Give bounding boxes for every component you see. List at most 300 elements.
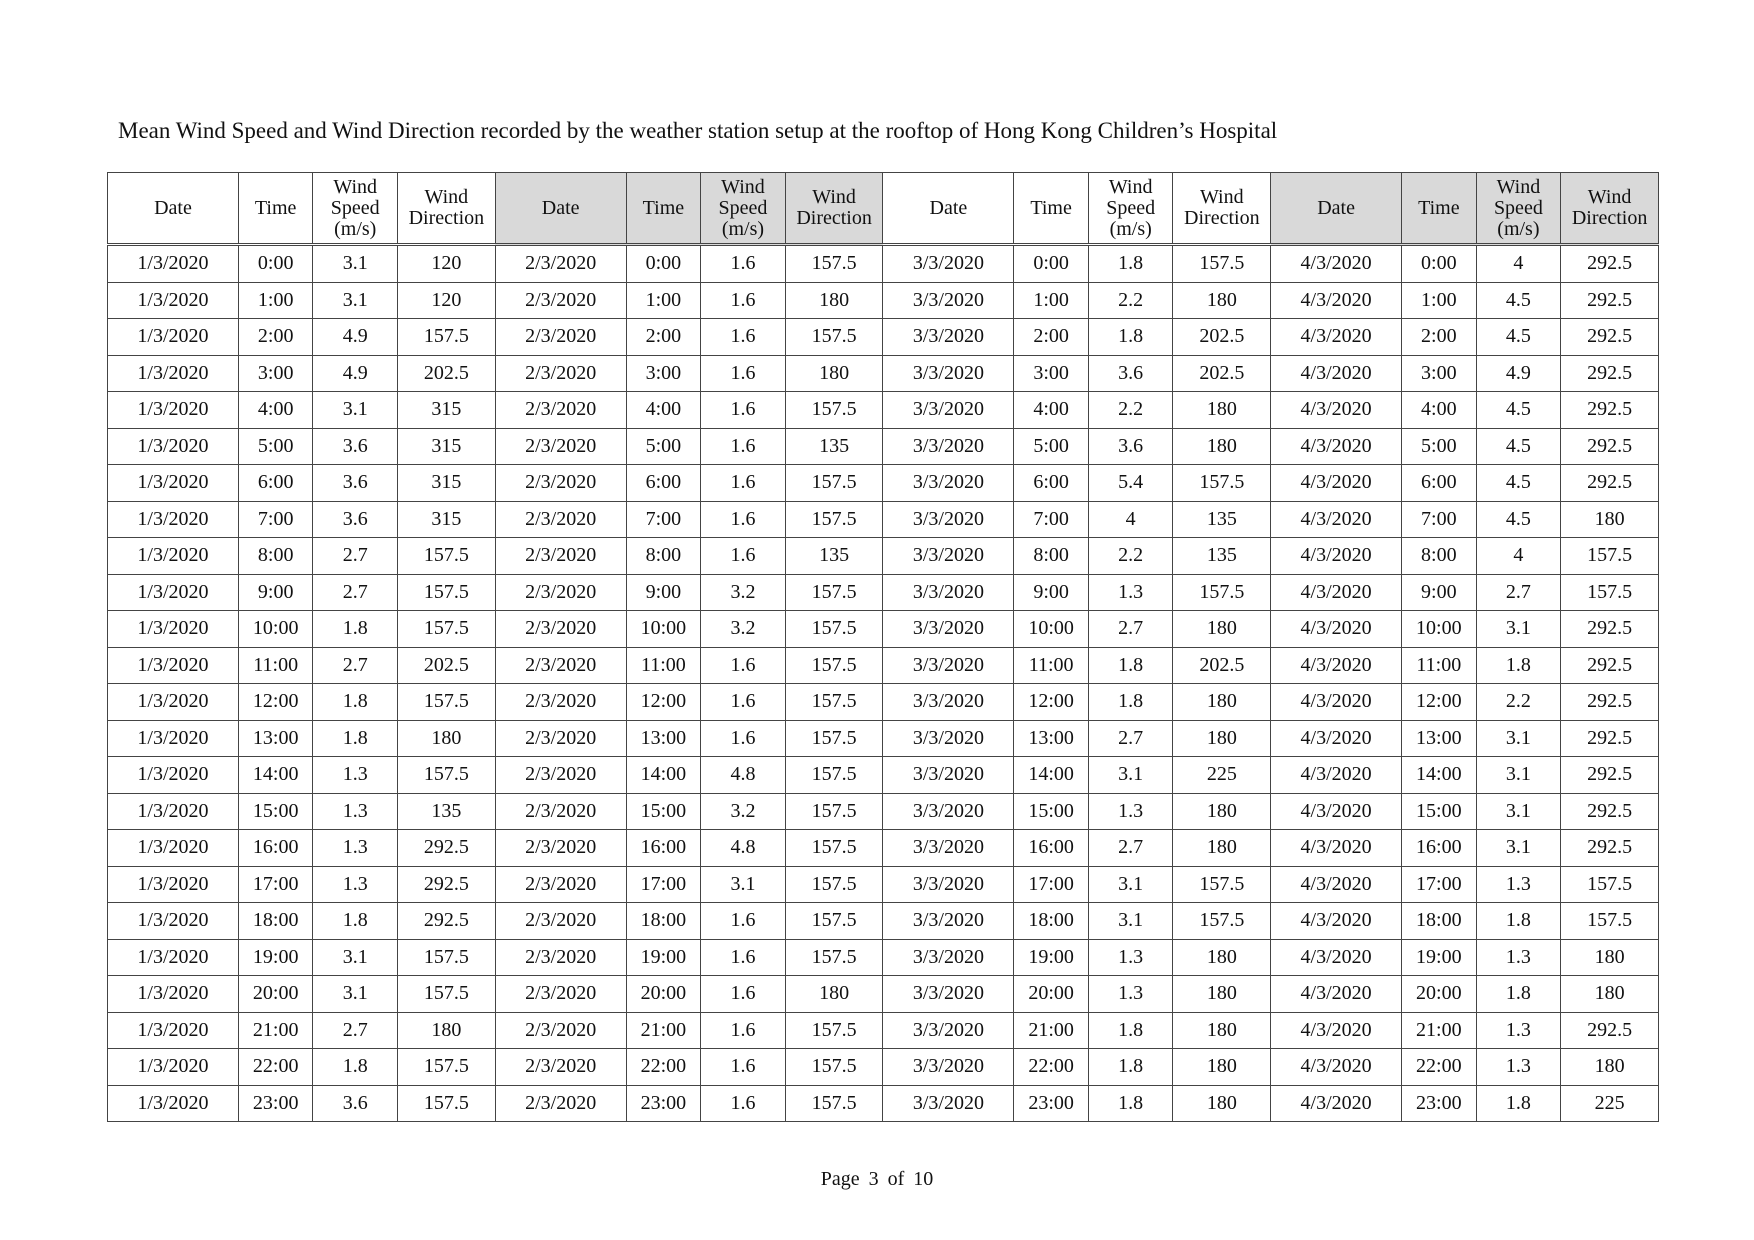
table-cell: 3.1: [1476, 830, 1561, 867]
table-cell: 3/3/2020: [883, 1012, 1014, 1049]
table-cell: 157.5: [785, 903, 883, 940]
table-cell: 0:00: [626, 245, 701, 283]
column-header: [1014, 173, 1089, 245]
table-cell: 2/3/2020: [495, 1085, 626, 1122]
table-cell: 12:00: [626, 684, 701, 721]
table-cell: 3.2: [701, 574, 786, 611]
table-row: [108, 245, 1659, 283]
table-cell: 157.5: [1561, 574, 1659, 611]
table-cell: 16:00: [1014, 830, 1089, 867]
table-cell: 1/3/2020: [108, 1085, 239, 1122]
table-cell: 3:00: [238, 355, 313, 392]
table-cell: 4/3/2020: [1271, 976, 1402, 1013]
table-cell: 180: [1561, 1049, 1659, 1086]
table-cell: 1.6: [701, 684, 786, 721]
table-cell: 6:00: [1014, 465, 1089, 502]
table-row: [108, 757, 1659, 794]
table-cell: 157.5: [785, 1012, 883, 1049]
table-cell: 3/3/2020: [883, 538, 1014, 575]
table-cell: 1.8: [1088, 1049, 1173, 1086]
table-cell: 1/3/2020: [108, 866, 239, 903]
table-cell: 1.8: [313, 1049, 398, 1086]
table-cell: 3:00: [1014, 355, 1089, 392]
table-cell: 292.5: [1561, 245, 1659, 283]
table-cell: 3/3/2020: [883, 830, 1014, 867]
table-cell: 2/3/2020: [495, 319, 626, 356]
table-cell: 157.5: [785, 392, 883, 429]
table-cell: 4/3/2020: [1271, 903, 1402, 940]
table-cell: 1.8: [1088, 1012, 1173, 1049]
table-cell: 1.8: [1088, 684, 1173, 721]
table-cell: 3.6: [1088, 355, 1173, 392]
table-cell: 180: [1561, 939, 1659, 976]
table-cell: 1.8: [313, 903, 398, 940]
table-cell: 9:00: [626, 574, 701, 611]
column-header-line: Wind: [721, 175, 765, 198]
table-cell: 0:00: [1402, 245, 1477, 283]
table-cell: 1.8: [1088, 1085, 1173, 1122]
column-header-line: Speed: [1106, 196, 1156, 219]
table-cell: 5:00: [1402, 428, 1477, 465]
table-row: [108, 355, 1659, 392]
column-header: [398, 173, 496, 245]
column-header-line: Wind: [1496, 175, 1541, 198]
table-cell: 1.6: [701, 939, 786, 976]
table-cell: 157.5: [785, 720, 883, 757]
table-cell: 1.6: [701, 720, 786, 757]
table-cell: 1.6: [701, 1012, 786, 1049]
table-cell: 157.5: [398, 976, 496, 1013]
table-cell: 3/3/2020: [883, 903, 1014, 940]
table-row: [108, 501, 1659, 538]
table-cell: 202.5: [398, 647, 496, 684]
table-cell: 1.6: [701, 319, 786, 356]
table-cell: 3/3/2020: [883, 355, 1014, 392]
table-row: [108, 611, 1659, 648]
table-cell: 1.8: [1088, 647, 1173, 684]
column-header-line: Wind: [1199, 186, 1244, 208]
table-cell: 292.5: [1561, 392, 1659, 429]
table-cell: 1.3: [1088, 574, 1173, 611]
table-cell: 292.5: [1561, 830, 1659, 867]
table-cell: 17:00: [238, 866, 313, 903]
column-header-line: Direction: [408, 207, 485, 229]
table-cell: 157.5: [785, 245, 883, 283]
table-cell: 16:00: [238, 830, 313, 867]
column-header-line: Date: [1317, 196, 1355, 219]
table-cell: 8:00: [238, 538, 313, 575]
table-cell: 3/3/2020: [883, 574, 1014, 611]
table-cell: 13:00: [626, 720, 701, 757]
table-cell: 180: [1173, 793, 1271, 830]
table-cell: 1.3: [313, 830, 398, 867]
table-cell: 1/3/2020: [108, 319, 239, 356]
table-cell: 19:00: [1014, 939, 1089, 976]
table-cell: 180: [1561, 976, 1659, 1013]
table-cell: 1/3/2020: [108, 245, 239, 283]
table-cell: 3.6: [313, 465, 398, 502]
table-cell: 3.1: [1476, 757, 1561, 794]
table-cell: 3/3/2020: [883, 245, 1014, 283]
table-cell: 157.5: [398, 611, 496, 648]
column-header-line: Date: [541, 196, 580, 219]
table-cell: 23:00: [1014, 1085, 1089, 1122]
table-cell: 1.6: [701, 647, 786, 684]
table-cell: 13:00: [1014, 720, 1089, 757]
table-cell: 4/3/2020: [1271, 1012, 1402, 1049]
table-cell: 7:00: [1014, 501, 1089, 538]
table-cell: 3.1: [313, 939, 398, 976]
table-cell: 1.8: [313, 611, 398, 648]
table-cell: 1/3/2020: [108, 793, 239, 830]
table-cell: 3/3/2020: [883, 720, 1014, 757]
table-cell: 3/3/2020: [883, 465, 1014, 502]
table-cell: 4:00: [1402, 392, 1477, 429]
table-cell: 157.5: [785, 465, 883, 502]
table-cell: 3/3/2020: [883, 939, 1014, 976]
table-cell: 4:00: [238, 392, 313, 429]
table-cell: 1.6: [701, 355, 786, 392]
table-cell: 15:00: [1014, 793, 1089, 830]
table-cell: 4.5: [1476, 319, 1561, 356]
table-cell: 1.8: [1476, 976, 1561, 1013]
table-cell: 1.6: [701, 465, 786, 502]
table-cell: 7:00: [1402, 501, 1477, 538]
table-cell: 2:00: [238, 319, 313, 356]
table-cell: 157.5: [398, 574, 496, 611]
table-cell: 19:00: [1402, 939, 1477, 976]
table-cell: 3.6: [1088, 428, 1173, 465]
table-cell: 9:00: [238, 574, 313, 611]
column-header: [1561, 173, 1659, 245]
table-cell: 18:00: [238, 903, 313, 940]
table-row: [108, 319, 1659, 356]
table-cell: 157.5: [398, 939, 496, 976]
table-cell: 1:00: [1014, 282, 1089, 319]
table-row: [108, 465, 1659, 502]
table-cell: 1.8: [313, 684, 398, 721]
table-cell: 1.8: [1088, 319, 1173, 356]
table-cell: 5:00: [626, 428, 701, 465]
table-row: [108, 1049, 1659, 1086]
table-cell: 157.5: [785, 1049, 883, 1086]
table-cell: 12:00: [1014, 684, 1089, 721]
table-cell: 8:00: [1402, 538, 1477, 575]
table-cell: 292.5: [1561, 647, 1659, 684]
table-cell: 1/3/2020: [108, 355, 239, 392]
table-cell: 292.5: [1561, 465, 1659, 502]
table-cell: 1.8: [1476, 647, 1561, 684]
table-cell: 157.5: [785, 1085, 883, 1122]
table-cell: 180: [1173, 976, 1271, 1013]
table-cell: 157.5: [785, 793, 883, 830]
table-cell: 180: [398, 720, 496, 757]
table-cell: 1.6: [701, 282, 786, 319]
table-cell: 18:00: [1402, 903, 1477, 940]
table-cell: 1.6: [701, 392, 786, 429]
table-cell: 1/3/2020: [108, 465, 239, 502]
table-cell: 18:00: [626, 903, 701, 940]
table-cell: 2/3/2020: [495, 355, 626, 392]
table-row: [108, 793, 1659, 830]
table-cell: 2:00: [1014, 319, 1089, 356]
table-cell: 2/3/2020: [495, 574, 626, 611]
table-cell: 180: [1173, 392, 1271, 429]
table-cell: 1/3/2020: [108, 903, 239, 940]
table-cell: 3.6: [313, 1085, 398, 1122]
table-cell: 20:00: [238, 976, 313, 1013]
table-cell: 13:00: [238, 720, 313, 757]
table-cell: 22:00: [1402, 1049, 1477, 1086]
table-cell: 157.5: [398, 319, 496, 356]
table-cell: 14:00: [626, 757, 701, 794]
table-row: [108, 574, 1659, 611]
table-row: [108, 647, 1659, 684]
table-cell: 292.5: [1561, 611, 1659, 648]
column-header: [626, 173, 701, 245]
table-cell: 8:00: [1014, 538, 1089, 575]
table-cell: 4/3/2020: [1271, 720, 1402, 757]
table-cell: 157.5: [785, 574, 883, 611]
table-cell: 2/3/2020: [495, 282, 626, 319]
table-cell: 21:00: [626, 1012, 701, 1049]
table-cell: 3.1: [313, 976, 398, 1013]
table-cell: 157.5: [785, 647, 883, 684]
column-header: [1271, 173, 1402, 245]
table-cell: 10:00: [238, 611, 313, 648]
table-cell: 1.3: [1088, 793, 1173, 830]
column-header-line: Wind: [1587, 186, 1632, 208]
table-cell: 180: [1173, 939, 1271, 976]
table-cell: 315: [398, 428, 496, 465]
table-cell: 1/3/2020: [108, 282, 239, 319]
column-header-line: Speed: [718, 196, 768, 219]
table-cell: 315: [398, 501, 496, 538]
table-cell: 157.5: [785, 939, 883, 976]
table-cell: 4/3/2020: [1271, 647, 1402, 684]
table-cell: 17:00: [1402, 866, 1477, 903]
table-cell: 157.5: [1561, 538, 1659, 575]
table-cell: 20:00: [1014, 976, 1089, 1013]
table-cell: 6:00: [626, 465, 701, 502]
table-cell: 4/3/2020: [1271, 793, 1402, 830]
table-cell: 17:00: [626, 866, 701, 903]
table-cell: 2:00: [626, 319, 701, 356]
table-cell: 4.9: [313, 355, 398, 392]
table-cell: 4/3/2020: [1271, 282, 1402, 319]
table-cell: 180: [1173, 1049, 1271, 1086]
table-cell: 18:00: [1014, 903, 1089, 940]
table-cell: 23:00: [626, 1085, 701, 1122]
table-row: [108, 866, 1659, 903]
table-cell: 180: [785, 282, 883, 319]
table-cell: 3/3/2020: [883, 1085, 1014, 1122]
table-cell: 292.5: [1561, 355, 1659, 392]
table-cell: 2.7: [313, 647, 398, 684]
column-header-line: Wind: [333, 175, 378, 198]
table-cell: 1.6: [701, 501, 786, 538]
table-cell: 3/3/2020: [883, 1049, 1014, 1086]
table-row: [108, 428, 1659, 465]
table-cell: 14:00: [1014, 757, 1089, 794]
table-cell: 4.9: [1476, 355, 1561, 392]
table-cell: 3.1: [313, 282, 398, 319]
table-cell: 1/3/2020: [108, 720, 239, 757]
table-row: [108, 392, 1659, 429]
column-header: [1402, 173, 1477, 245]
table-cell: 157.5: [398, 538, 496, 575]
table-cell: 16:00: [626, 830, 701, 867]
table-cell: 202.5: [398, 355, 496, 392]
table-cell: 2/3/2020: [495, 757, 626, 794]
column-header-line: Time: [642, 196, 685, 219]
table-cell: 180: [785, 976, 883, 1013]
table-cell: 2/3/2020: [495, 793, 626, 830]
table-cell: 1.6: [701, 903, 786, 940]
table-cell: 180: [1561, 501, 1659, 538]
header-row: [108, 173, 1659, 245]
table-cell: 1.3: [313, 793, 398, 830]
table-cell: 6:00: [238, 465, 313, 502]
table-cell: 315: [398, 392, 496, 429]
table-cell: 225: [1173, 757, 1271, 794]
table-cell: 1.3: [1476, 1012, 1561, 1049]
table-cell: 2.7: [1476, 574, 1561, 611]
table-cell: 13:00: [1402, 720, 1477, 757]
table-cell: 14:00: [238, 757, 313, 794]
column-header: [785, 173, 883, 245]
table-row: [108, 538, 1659, 575]
table-cell: 2.2: [1088, 282, 1173, 319]
table-cell: 4/3/2020: [1271, 757, 1402, 794]
table-cell: 202.5: [1173, 647, 1271, 684]
table-cell: 3.6: [313, 428, 398, 465]
table-row: [108, 1085, 1659, 1122]
table-cell: 2/3/2020: [495, 392, 626, 429]
table-header: [108, 173, 1659, 245]
table-cell: 157.5: [785, 319, 883, 356]
table-cell: 180: [1173, 611, 1271, 648]
table-cell: 157.5: [785, 684, 883, 721]
table-cell: 2/3/2020: [495, 538, 626, 575]
table-cell: 4/3/2020: [1271, 866, 1402, 903]
table-cell: 11:00: [626, 647, 701, 684]
table-cell: 157.5: [785, 611, 883, 648]
table-row: [108, 976, 1659, 1013]
table-cell: 1/3/2020: [108, 757, 239, 794]
table-cell: 1.3: [1476, 939, 1561, 976]
table-cell: 4/3/2020: [1271, 245, 1402, 283]
table-cell: 292.5: [398, 903, 496, 940]
column-header-line: Direction: [1571, 207, 1648, 229]
table-cell: 292.5: [398, 866, 496, 903]
table-cell: 2/3/2020: [495, 684, 626, 721]
table-cell: 2.2: [1088, 392, 1173, 429]
table-cell: 292.5: [1561, 319, 1659, 356]
column-header-line: Direction: [796, 207, 872, 229]
column-header-line: (m/s): [721, 217, 765, 240]
document-title: Mean Wind Speed and Wind Direction recorded by the weather station setup at the rooftop of Hong Kong Children’s Hospital: [118, 118, 1278, 143]
table-cell: 120: [398, 245, 496, 283]
table-cell: 1.3: [1476, 1049, 1561, 1086]
table-cell: 2/3/2020: [495, 428, 626, 465]
table-cell: 1.6: [701, 245, 786, 283]
table-cell: 3/3/2020: [883, 793, 1014, 830]
table-cell: 292.5: [1561, 793, 1659, 830]
table-cell: 1.3: [1476, 866, 1561, 903]
table-row: [108, 939, 1659, 976]
column-header: [1173, 173, 1271, 245]
table-cell: 3/3/2020: [883, 976, 1014, 1013]
table-cell: 20:00: [1402, 976, 1477, 1013]
column-header-line: Speed: [1493, 196, 1543, 219]
table-cell: 3.1: [1088, 903, 1173, 940]
column-header-line: Date: [154, 196, 192, 219]
table-cell: 22:00: [1014, 1049, 1089, 1086]
table-cell: 17:00: [1014, 866, 1089, 903]
table-cell: 292.5: [1561, 720, 1659, 757]
table-cell: 180: [785, 355, 883, 392]
table-cell: 2.7: [1088, 830, 1173, 867]
table-cell: 2.7: [313, 538, 398, 575]
table-cell: 2/3/2020: [495, 245, 626, 283]
table-cell: 3.1: [1088, 757, 1173, 794]
table-cell: 2.7: [313, 1012, 398, 1049]
table-cell: 1:00: [238, 282, 313, 319]
table-cell: 1/3/2020: [108, 428, 239, 465]
table-cell: 180: [1173, 282, 1271, 319]
table-cell: 9:00: [1014, 574, 1089, 611]
table-cell: 120: [398, 282, 496, 319]
table-cell: 135: [785, 428, 883, 465]
table-cell: 3.1: [313, 392, 398, 429]
table-cell: 1.3: [1088, 939, 1173, 976]
table-cell: 1/3/2020: [108, 684, 239, 721]
table-cell: 4/3/2020: [1271, 1085, 1402, 1122]
table-cell: 157.5: [398, 1085, 496, 1122]
table-cell: 3.1: [1476, 793, 1561, 830]
table-cell: 1/3/2020: [108, 939, 239, 976]
table-cell: 3.1: [313, 245, 398, 283]
table-cell: 1/3/2020: [108, 976, 239, 1013]
table-cell: 292.5: [1561, 282, 1659, 319]
table-cell: 3:00: [1402, 355, 1477, 392]
column-header: [883, 173, 1014, 245]
table-cell: 3/3/2020: [883, 611, 1014, 648]
column-header-line: Wind: [812, 186, 856, 208]
table-cell: 10:00: [1402, 611, 1477, 648]
table-cell: 23:00: [238, 1085, 313, 1122]
table-cell: 157.5: [1561, 866, 1659, 903]
table-cell: 3.1: [701, 866, 786, 903]
column-header: [1088, 173, 1173, 245]
table-cell: 7:00: [626, 501, 701, 538]
table-row: [108, 1012, 1659, 1049]
table-row: [108, 830, 1659, 867]
table-row: [108, 282, 1659, 319]
table-cell: 180: [1173, 830, 1271, 867]
table-cell: 180: [1173, 1012, 1271, 1049]
table-cell: 135: [398, 793, 496, 830]
table-cell: 14:00: [1402, 757, 1477, 794]
table-cell: 2/3/2020: [495, 976, 626, 1013]
table-cell: 4: [1476, 538, 1561, 575]
table-cell: 1/3/2020: [108, 611, 239, 648]
table-cell: 4: [1476, 245, 1561, 283]
table-row: [108, 903, 1659, 940]
table-cell: 4/3/2020: [1271, 574, 1402, 611]
column-header-line: Time: [1030, 196, 1072, 219]
